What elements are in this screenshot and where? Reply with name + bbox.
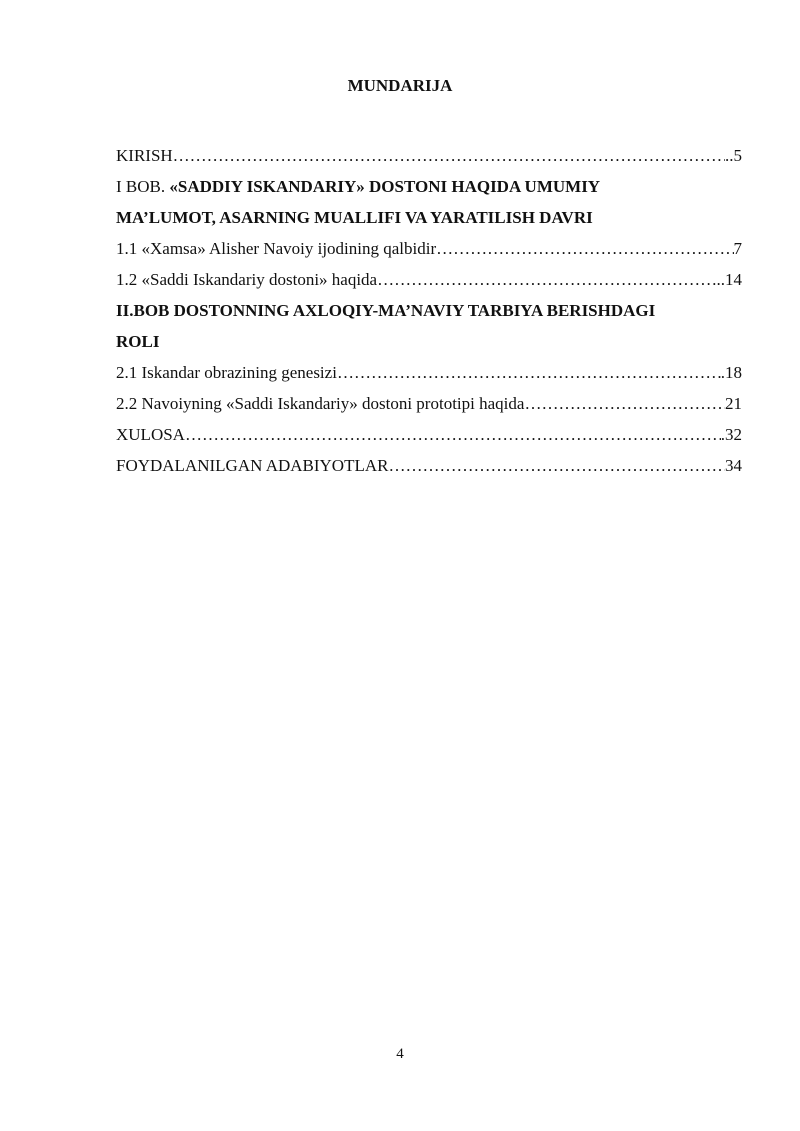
toc-entry-label: XULOSA — [116, 425, 185, 444]
toc-page-number: 21 — [725, 394, 742, 413]
table-of-contents — [116, 140, 742, 481]
toc-entry-label: 1.1 «Xamsa» Alisher Navoiy ijodining qalbidir — [116, 239, 437, 258]
toc-page-number: 7 — [733, 239, 742, 258]
toc-chapter-1-line-1 — [116, 171, 742, 202]
toc-chapter-2-line-1: II.BOB DOSTONNING AXLOQIY-MA’NAVIY TARBIYA BERISHDAGI — [116, 301, 656, 320]
toc-entry-label: 2.1 Iskandar obrazining genesizi — [116, 363, 337, 382]
toc-entry-xulosa — [116, 419, 742, 450]
dot-leader — [388, 450, 725, 481]
toc-page-number: .18 — [720, 363, 742, 382]
dot-leader — [173, 140, 725, 171]
toc-entry-1-1 — [116, 233, 742, 264]
toc-chapter-1-line-2: MA’LUMOT, ASARNING MUALLIFI VA YARATILISH DAVRI — [116, 208, 593, 227]
chapter-1-prefix: I BOB. — [116, 177, 170, 196]
toc-page-number: ..14 — [716, 270, 742, 289]
toc-chapter-2-line-2: ROLI — [116, 332, 160, 351]
dot-leader — [377, 264, 716, 295]
toc-entry-label: FOYDALANILGAN ADABIYOTLAR — [116, 456, 389, 475]
toc-entry-1-2 — [116, 264, 742, 295]
dot-leader — [185, 419, 721, 450]
toc-entry-kirish — [116, 140, 742, 171]
toc-entry-adabiyotlar — [116, 450, 742, 481]
dot-leader — [524, 388, 725, 419]
page-number: 4 — [396, 1046, 404, 1062]
dot-leader — [436, 233, 733, 264]
toc-page-number: .32 — [720, 425, 742, 444]
chapter-1-title: «SADDIY ISKANDARIY» DOSTONI HAQIDA UMUMIY — [169, 177, 601, 196]
page-title: MUNDARIJA — [347, 76, 453, 95]
dot-leader — [337, 357, 721, 388]
toc-entry-2-1 — [116, 357, 742, 388]
toc-page-number: 34 — [725, 456, 742, 475]
toc-entry-label: KIRISH — [116, 146, 173, 165]
toc-entry-label: 2.2 Navoiyning «Saddi Iskandariy» dostoni prototipi haqida — [116, 394, 525, 413]
toc-page-number: ..5 — [725, 146, 742, 165]
toc-entry-2-2 — [116, 388, 742, 419]
toc-entry-label: 1.2 «Saddi Iskandariy dostoni» haqida — [116, 270, 378, 289]
